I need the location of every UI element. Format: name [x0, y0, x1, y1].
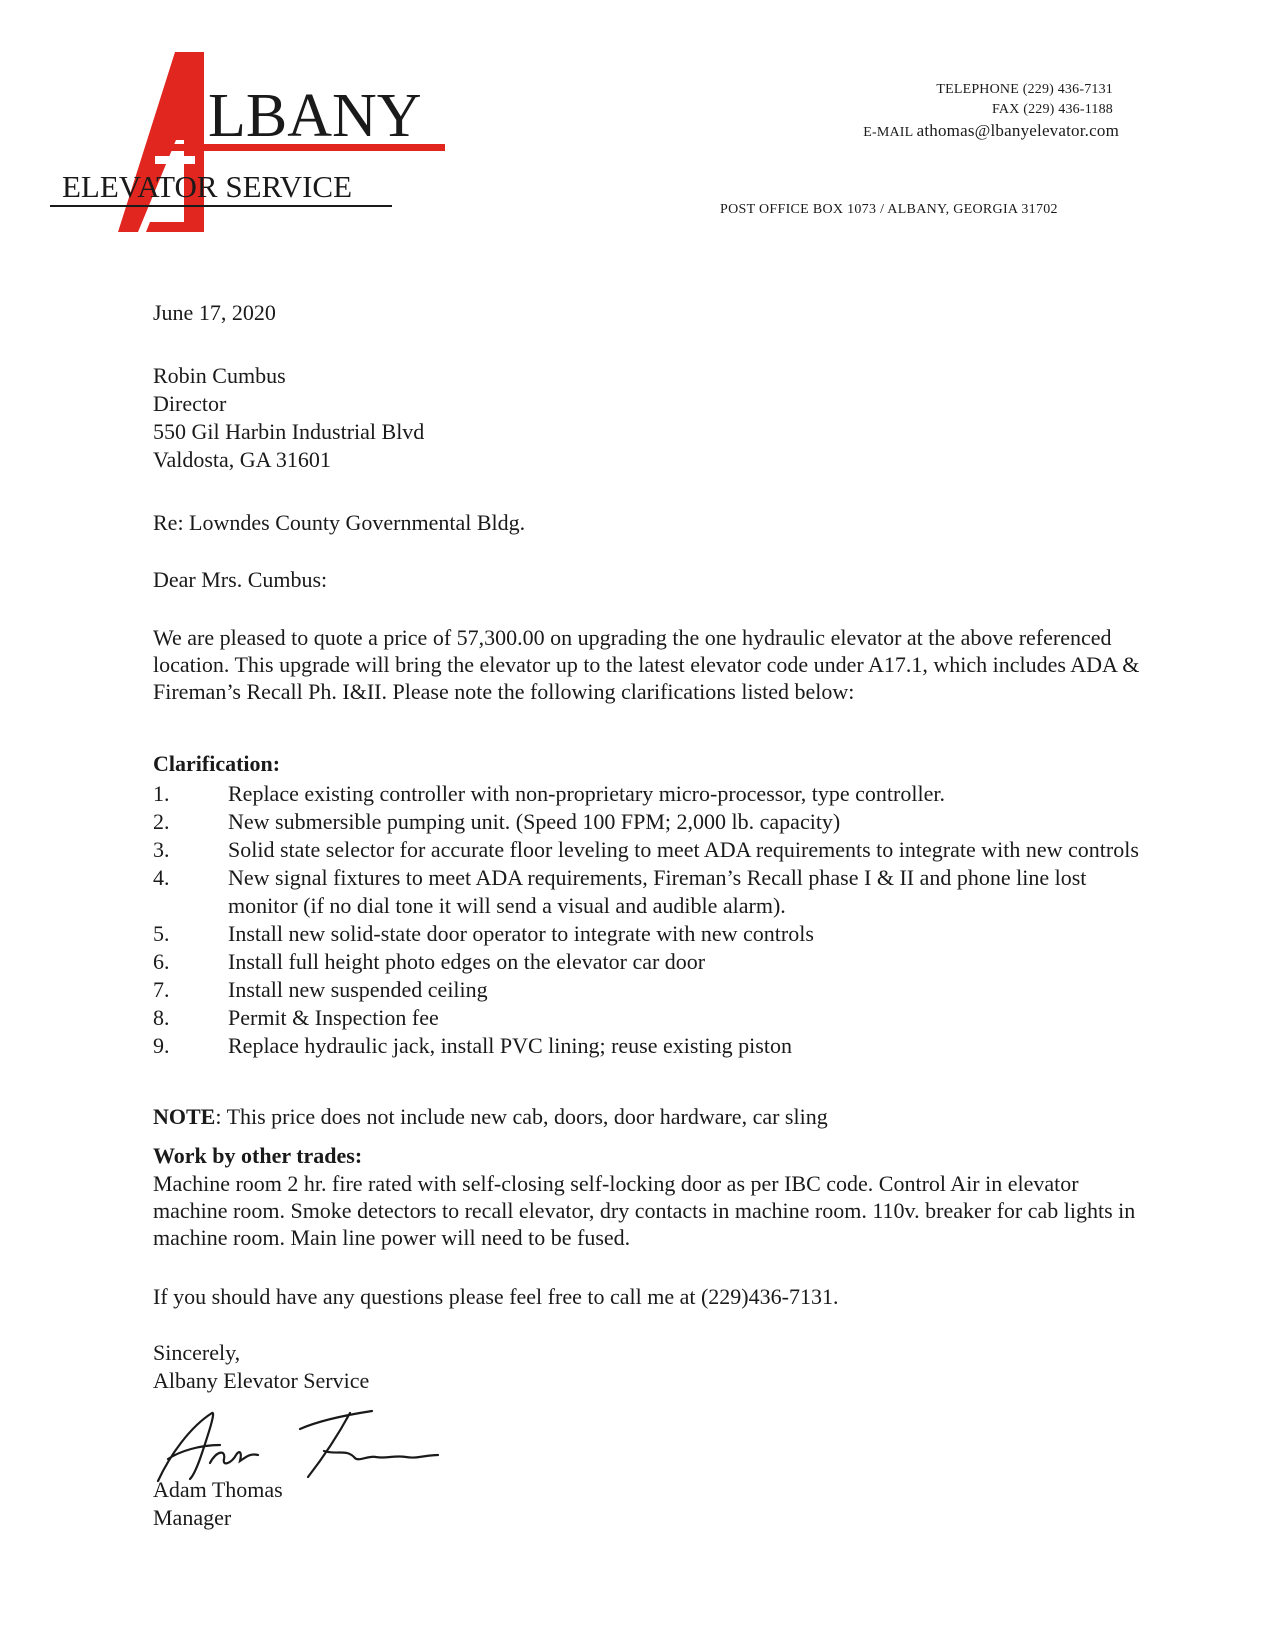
list-item: [153, 780, 1153, 808]
note-line: [153, 1103, 828, 1131]
email-label: E-MAIL: [863, 125, 913, 140]
list-item-number: 7.: [153, 977, 170, 1002]
list-item: [153, 808, 1153, 836]
handwritten-signature: [150, 1405, 450, 1485]
list-item-number: 1.: [153, 781, 170, 806]
company-name: Albany Elevator Service: [153, 1368, 370, 1393]
salutation: Dear Mrs. Cumbus:: [153, 567, 328, 592]
logo-subtitle: ELEVATOR SERVICE: [62, 169, 353, 204]
email-value[interactable]: athomas@lbanyelevator.com: [916, 121, 1119, 140]
list-item-number: 4.: [153, 865, 170, 890]
list-item-number: 2.: [153, 809, 170, 834]
fax-line: [992, 100, 1113, 120]
list-item: [153, 1032, 1153, 1060]
list-item-number: 5.: [153, 921, 170, 946]
recipient-address-line2: Valdosta, GA 31601: [153, 447, 331, 472]
intro-paragraph: We are pleased to quote a price of 57,300.00 on upgrading the one hydraulic elevator at the above referenced location. This upgrade will bring the elevator up to the latest elevator code under A17.1, which includes ADA & Fireman’s Recall Ph. I&II. Please note the following clarifications listed below:: [153, 625, 1140, 704]
list-item-number: 8.: [153, 1005, 170, 1030]
list-item: [153, 976, 1153, 1004]
closing-question: If you should have any questions please feel free to call me at (229)436-7131.: [153, 1284, 839, 1309]
list-item-text: Permit & Inspection fee: [228, 1005, 439, 1030]
sign-off: Sincerely,: [153, 1340, 241, 1365]
list-item-number: 6.: [153, 949, 170, 974]
clarification-heading: Clarification:: [153, 751, 281, 776]
email-line: [863, 121, 1119, 143]
list-item: [153, 920, 1153, 948]
list-item-text: Install new solid-state door operator to integrate with new controls: [228, 921, 814, 946]
list-item-text: Solid state selector for accurate floor leveling to meet ADA requirements to integrate with new controls: [228, 837, 1139, 862]
list-item-text: New submersible pumping unit. (Speed 100 FPM; 2,000 lb. capacity): [228, 809, 841, 834]
fax-label: FAX: [991, 102, 1020, 117]
re-line: Re: Lowndes County Governmental Bldg.: [153, 510, 526, 535]
list-item-text: Install full height photo edges on the elevator car door: [228, 949, 706, 974]
fax-value: (229) 436-1188: [1023, 102, 1113, 117]
signer-name: Adam Thomas: [153, 1477, 283, 1502]
list-item: [153, 864, 1153, 920]
recipient-title: Director: [153, 391, 227, 416]
po-box-address: POST OFFICE BOX 1073 / ALBANY, GEORGIA 31702: [720, 202, 1058, 217]
list-item: [153, 1004, 1153, 1032]
signer-title: Manager: [153, 1505, 232, 1530]
work-by-other-trades-text: Machine room 2 hr. fire rated with self-closing self-locking door as per IBC code. Control Air in elevator machine room. Smoke detectors to recall elevator, dry contacts in machine room. 110v. breaker for cab lights in machine room. Main line power will need to be fused.: [153, 1171, 1136, 1250]
list-item-number: 9.: [153, 1033, 170, 1058]
note-label: NOTE: [153, 1104, 216, 1129]
list-item-text: Replace existing controller with non-proprietary micro-processor, type controller.: [228, 781, 945, 806]
telephone-line: [936, 80, 1113, 100]
logo-word: LBANY: [208, 82, 422, 150]
list-item: [153, 948, 1153, 976]
letter-date: June 17, 2020: [153, 300, 276, 325]
note-text: : This price does not include new cab, doors, door hardware, car sling: [215, 1104, 828, 1129]
recipient-address-line1: 550 Gil Harbin Industrial Blvd: [153, 419, 425, 444]
telephone-value: (229) 436-7131: [1022, 82, 1113, 97]
list-item-text: Replace hydraulic jack, install PVC lining; reuse existing piston: [228, 1033, 792, 1058]
list-item-number: 3.: [153, 837, 170, 862]
albany-elevator-logo: [50, 52, 450, 237]
list-item: [153, 836, 1153, 864]
telephone-label: TELEPHONE: [936, 82, 1019, 97]
work-by-other-trades-heading: Work by other trades:: [153, 1143, 363, 1168]
clarification-list: [153, 780, 1153, 1060]
recipient-name: Robin Cumbus: [153, 363, 286, 388]
list-item-text: Install new suspended ceiling: [228, 977, 488, 1002]
list-item-text: New signal fixtures to meet ADA requirements, Fireman’s Recall phase I & II and phone line lost monitor (if no dial tone it will send a visual and audible alarm).: [228, 865, 1087, 918]
